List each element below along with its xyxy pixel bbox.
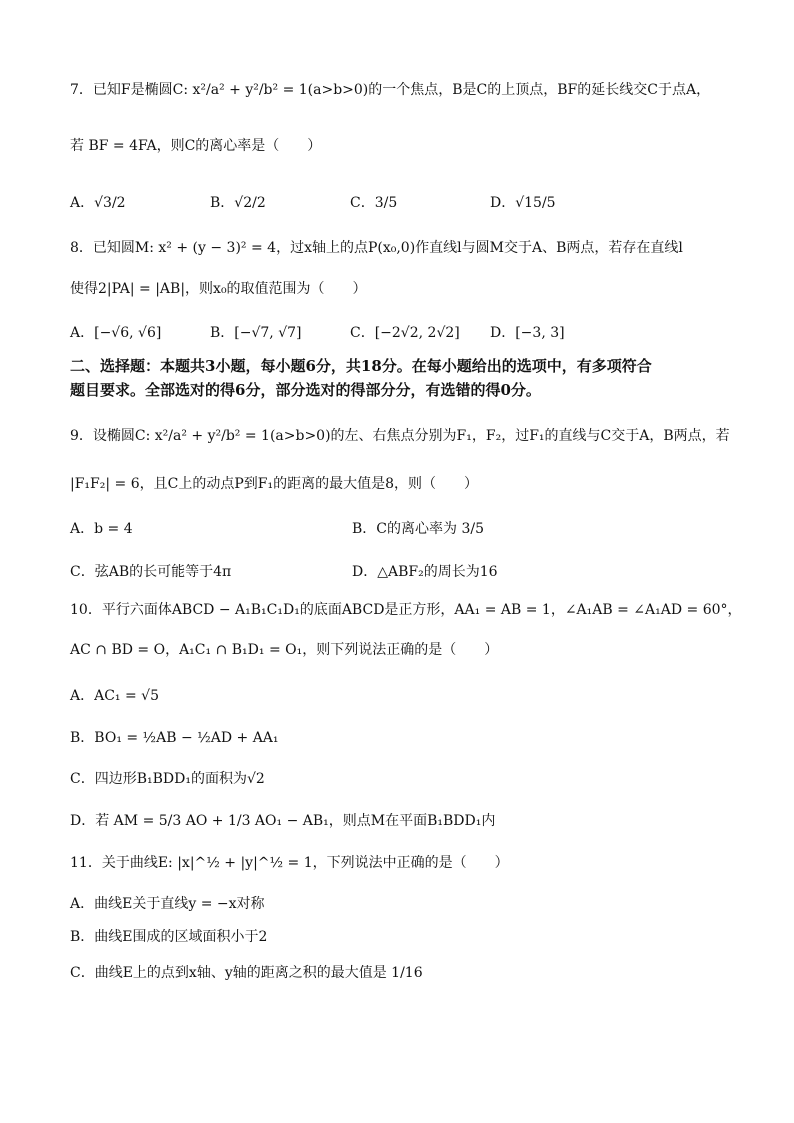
q8-line2: 使得2|PA| = |AB|，则x₀的取值范围为（ ） [70, 281, 367, 297]
q11-option-c: C．曲线E上的点到x轴、y轴的距离之积的最大值是 1/16 [70, 965, 423, 981]
q10-option-d: D．若 AM = 5/3 AO + 1/3 AO₁ − AB₁，则点M在平面B₁BDD₁内 [70, 813, 496, 829]
q7-option-a: A．√3/2 [70, 195, 126, 211]
q11-option-a: A．曲线E关于直线y = −x对称 [70, 896, 265, 912]
q10-line2: AC ∩ BD = O，A₁C₁ ∩ B₁D₁ = O₁，则下列说法正确的是（ ） [70, 642, 499, 658]
q8-option-d: D．[−3, 3] [490, 325, 565, 341]
q11-line1: 11．关于曲线E: |x|^½ + |y|^½ = 1，下列说法中正确的是（ ） [70, 855, 509, 871]
q7-option-c: C．3/5 [350, 195, 398, 211]
q10-option-c: C．四边形B₁BDD₁的面积为√2 [70, 771, 265, 787]
q8-option-b: B．[−√7, √7] [210, 325, 302, 341]
section-2-heading-line1: 二、选择题：本题共3小题，每小题6分，共18分。在每小题给出的选项中，有多项符合 [70, 357, 652, 375]
q9-line2: |F₁F₂| = 6，且C上的动点P到F₁的距离的最大值是8，则（ ） [70, 476, 478, 492]
q11-option-b: B．曲线E围成的区域面积小于2 [70, 929, 268, 945]
q10-option-a: A．AC₁ = √5 [70, 688, 160, 704]
section-2-heading-line2: 题目要求。全部选对的得6分，部分选对的得部分分，有选错的得0分。 [70, 381, 541, 399]
q9-option-c: C．弦AB的长可能等于4π [70, 564, 232, 580]
q8-line1: 8．已知圆M: x² + (y − 3)² = 4，过x轴上的点P(x₀,0)作直线l与圆M交于A、B两点，若存在直线l [70, 240, 683, 256]
q8-option-c: C．[−2√2, 2√2] [350, 325, 460, 341]
q9-option-d: D．△ABF₂的周长为16 [352, 564, 498, 580]
q7-line1: 7．已知F是椭圆C: x²/a² + y²/b² = 1(a>b>0)的一个焦点，B是C的上顶点，BF的延长线交C于点A， [70, 82, 711, 98]
q10-option-b: B．BO₁ = ½AB − ½AD + AA₁ [70, 730, 279, 746]
q10-line1: 10．平行六面体ABCD − A₁B₁C₁D₁的底面ABCD是正方形，AA₁ = AB = 1，∠A₁AB = ∠A₁AD = 60°， [70, 602, 742, 618]
q9-line1: 9．设椭圆C: x²/a² + y²/b² = 1(a>b>0)的左、右焦点分别为F₁，F₂，过F₁的直线与C交于A，B两点，若 [70, 428, 730, 444]
q7-option-b: B．√2/2 [210, 195, 266, 211]
q9-option-b: B．C的离心率为 3/5 [352, 521, 484, 537]
q9-option-a: A．b = 4 [70, 521, 133, 537]
q7-option-d: D．√15/5 [490, 195, 556, 211]
q8-option-a: A．[−√6, √6] [70, 325, 162, 341]
q7-line2: 若 BF = 4FA，则C的离心率是（ ） [70, 138, 322, 154]
